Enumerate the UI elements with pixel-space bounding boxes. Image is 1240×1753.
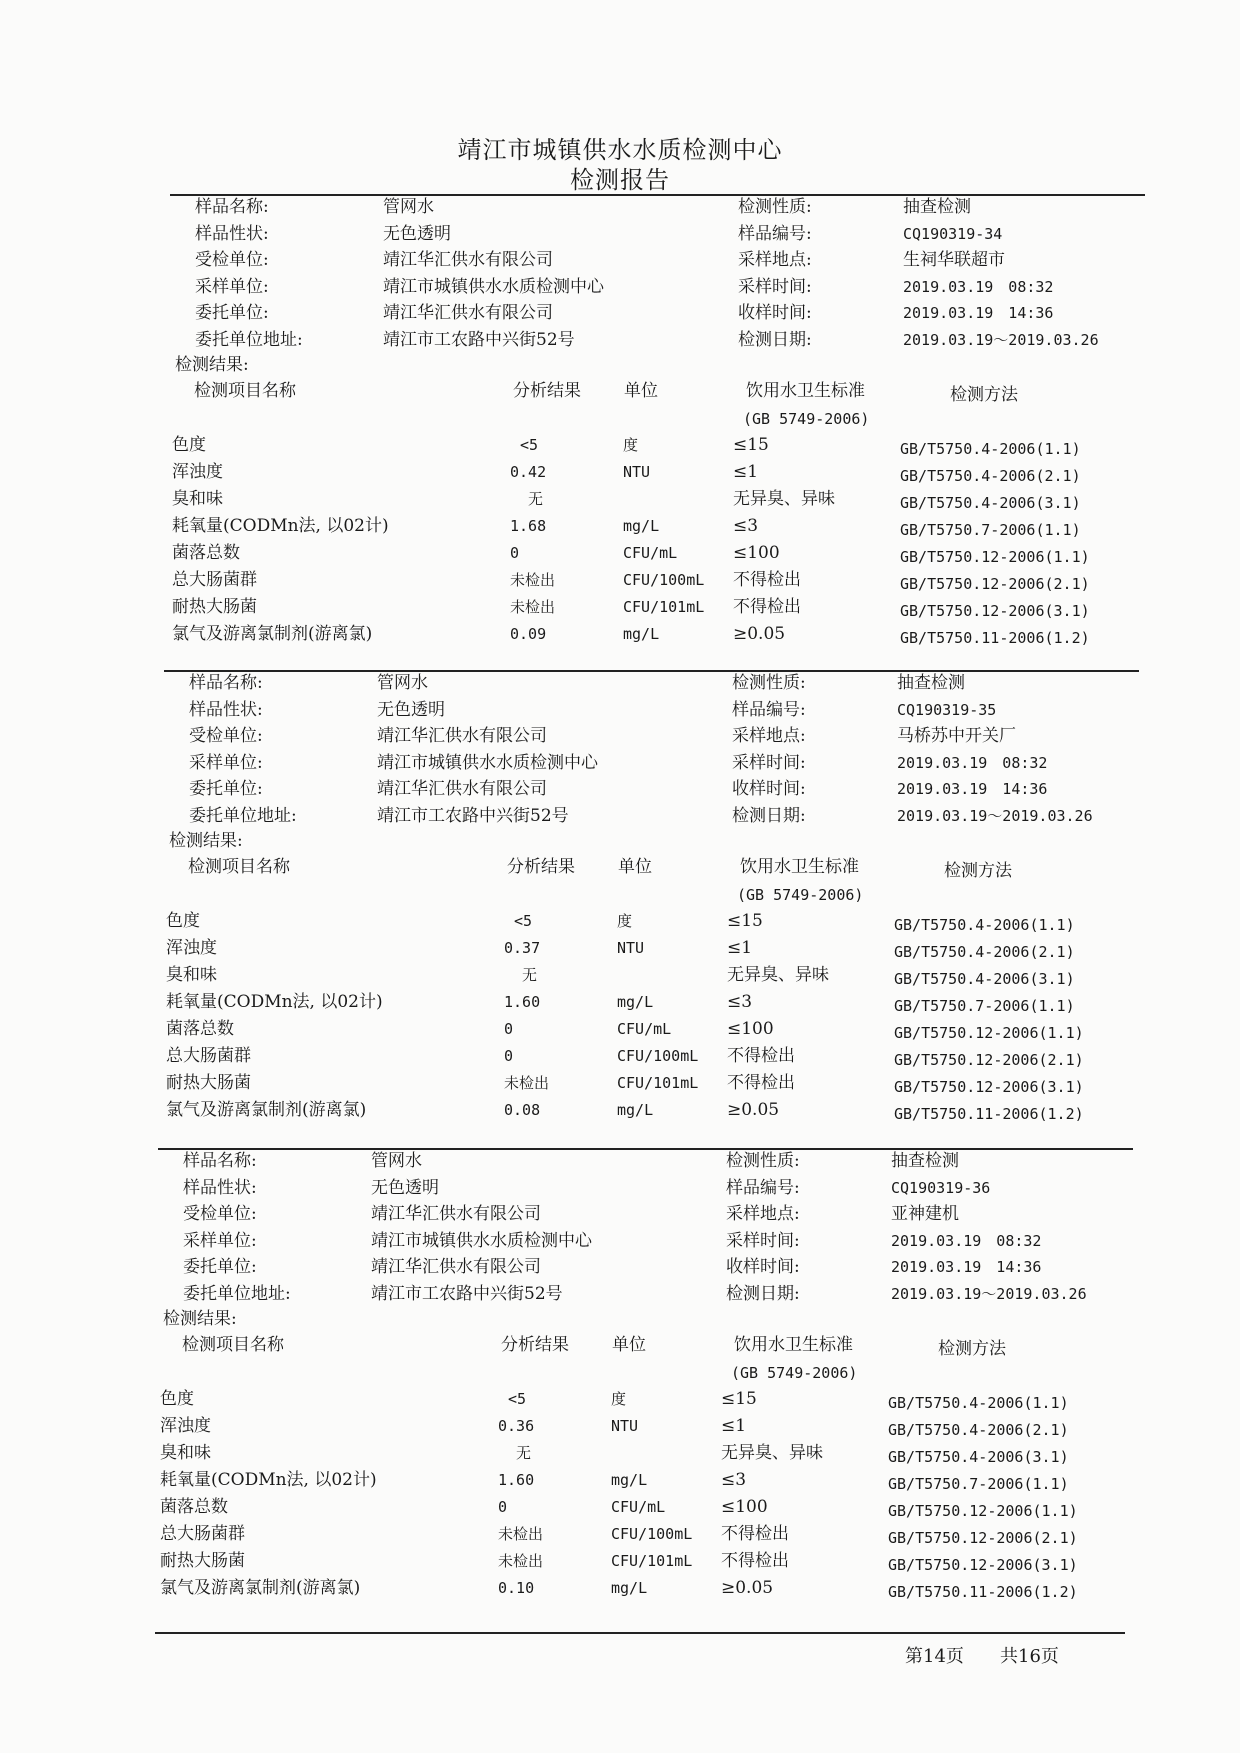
row-unit: CFU/100mL [611,1525,693,1543]
info-value-receiving_time: 2019.03.19 14:36 [891,1258,1042,1276]
row-standard: ≤3 [727,992,753,1012]
info-label-receiving_time: 收样时间: [732,779,806,799]
row-item: 浑浊度 [166,938,217,958]
info-label-sampling_site: 采样地点: [732,726,806,746]
row-unit: 度 [617,912,633,930]
col-header-result: 分析结果 [501,1335,569,1355]
row-method: GB/T5750.4-2006(3.1) [900,494,1081,512]
info-value-sampling_site: 生祠华联超市 [903,250,1005,270]
section-top-rule [164,670,1139,672]
row-result: <5 [508,1390,527,1408]
info-label-test_nature: 检测性质: [738,197,812,217]
row-standard: ≤1 [727,938,753,958]
row-standard: ≤100 [721,1497,768,1517]
row-standard: ≤100 [733,543,780,563]
bottom-rule [155,1632,1125,1634]
row-result: 未检出 [510,598,556,616]
info-value-sampling_unit: 靖江市城镇供水水质检测中心 [377,752,598,773]
info-value-sampling_unit: 靖江市城镇供水水质检测中心 [383,276,604,297]
row-method: GB/T5750.11-2006(1.2) [888,1583,1078,1601]
row-unit: CFU/mL [617,1020,672,1038]
report-subtitle: 检测报告 [570,166,670,194]
row-unit: CFU/100mL [623,571,705,589]
row-result: 0 [498,1498,508,1516]
row-method: GB/T5750.12-2006(2.1) [900,575,1090,593]
info-value-test_nature: 抽查检测 [903,197,971,217]
info-label-sampling_time: 采样时间: [738,276,812,297]
info-value-inspected_unit: 靖江华汇供水有限公司 [377,726,547,746]
row-unit: CFU/101mL [617,1074,699,1092]
info-label-sample_no: 样品编号: [726,1177,800,1198]
row-standard: ≥0.05 [733,624,786,644]
info-value-client_unit: 靖江华汇供水有限公司 [371,1257,541,1277]
info-label-sampling_unit: 采样单位: [195,276,269,297]
col-header-result: 分析结果 [507,857,575,877]
info-value-sample_appearance: 无色透明 [377,699,445,720]
info-label-client_unit: 委托单位: [195,303,269,323]
col-header-unit: 单位 [618,857,652,877]
page-total: 共16页 [1000,1646,1059,1667]
row-method: GB/T5750.12-2006(3.1) [888,1556,1078,1574]
info-label-sample_appearance: 样品性状: [195,223,269,244]
row-method: GB/T5750.12-2006(3.1) [894,1078,1084,1096]
info-label-sampling_site: 采样地点: [726,1204,800,1224]
info-value-sample_no: CQ190319-34 [903,224,1003,243]
row-standard: ≤3 [721,1470,747,1490]
row-unit: mg/L [623,517,660,535]
info-label-client_address: 委托单位地址: [189,805,297,826]
row-item: 浑浊度 [172,462,223,482]
row-standard: ≤1 [733,462,759,482]
info-label-test_date: 检测日期: [726,1283,800,1304]
info-value-test_date: 2019.03.19～2019.03.26 [903,330,1099,349]
info-value-client_address: 靖江市工农路中兴街52号 [377,805,569,826]
row-standard: ≤15 [733,435,769,455]
row-item: 耐热大肠菌 [172,597,257,617]
row-item: 耐热大肠菌 [166,1073,251,1093]
info-value-sample_appearance: 无色透明 [383,223,451,244]
info-value-receiving_time: 2019.03.19 14:36 [897,780,1048,798]
row-result: 0.09 [510,625,547,643]
row-result: 1.68 [510,517,547,535]
row-unit: mg/L [617,993,654,1011]
row-result: 无 [528,490,544,508]
row-item: 菌落总数 [166,1019,234,1039]
row-standard: 不得检出 [733,597,801,617]
row-result: 1.60 [504,993,541,1011]
info-value-sampling_time: 2019.03.19 08:32 [891,1231,1042,1250]
col-header-standard: 饮用水卫生标准 [746,381,865,401]
info-label-inspected_unit: 受检单位: [189,726,263,746]
info-label-sample_name: 样品名称: [195,197,269,217]
row-result: 无 [516,1444,532,1462]
row-result: 0 [504,1020,514,1038]
row-item: 菌落总数 [160,1497,228,1517]
row-item: 臭和味 [166,965,217,985]
row-unit: CFU/101mL [611,1552,693,1570]
row-method: GB/T5750.12-2006(2.1) [888,1529,1078,1547]
row-unit: CFU/mL [623,544,678,562]
row-method: GB/T5750.4-2006(1.1) [900,440,1081,458]
col-header-standard-ref: (GB 5749-2006) [731,1364,858,1382]
report-title: 靖江市城镇供水水质检测中心 [457,136,783,164]
info-label-receiving_time: 收样时间: [738,303,812,323]
info-label-sampling_time: 采样时间: [726,1230,800,1251]
row-item: 耗氧量(CODMn法, 以02计) [160,1470,377,1490]
row-standard: 无异臭、异味 [721,1443,823,1463]
row-result: 0 [504,1047,514,1065]
info-label-client_unit: 委托单位: [183,1257,257,1277]
row-item: 浑浊度 [160,1416,211,1436]
row-item: 总大肠菌群 [172,570,257,590]
row-unit: mg/L [623,625,660,643]
results-heading: 检测结果: [163,1309,237,1329]
info-value-test_nature: 抽查检测 [897,673,965,693]
row-result: 未检出 [498,1525,544,1543]
info-value-sample_name: 管网水 [377,673,428,693]
row-result: 0.08 [504,1101,541,1119]
section-top-rule [158,1148,1133,1150]
info-value-sample_name: 管网水 [371,1151,422,1171]
row-unit: CFU/100mL [617,1047,699,1065]
row-item: 耗氧量(CODMn法, 以02计) [172,516,389,536]
info-value-sample_name: 管网水 [383,197,434,217]
row-standard: 不得检出 [727,1046,795,1066]
row-standard: 无异臭、异味 [733,489,835,509]
info-value-sampling_unit: 靖江市城镇供水水质检测中心 [371,1230,592,1251]
col-header-unit: 单位 [624,381,658,401]
info-label-client_unit: 委托单位: [189,779,263,799]
info-label-sampling_unit: 采样单位: [183,1230,257,1251]
row-result: 0.42 [510,463,547,481]
row-unit: NTU [623,463,651,481]
info-label-inspected_unit: 受检单位: [183,1204,257,1224]
info-label-receiving_time: 收样时间: [726,1257,800,1277]
row-method: GB/T5750.4-2006(1.1) [888,1394,1069,1412]
info-label-inspected_unit: 受检单位: [195,250,269,270]
info-value-client_address: 靖江市工农路中兴街52号 [371,1283,563,1304]
info-value-sample_no: CQ190319-35 [897,700,997,719]
info-label-sample_no: 样品编号: [732,699,806,720]
col-header-item: 检测项目名称 [182,1335,284,1355]
info-value-sampling_site: 亚神建机 [891,1204,959,1224]
col-header-item: 检测项目名称 [188,857,290,877]
row-standard: 不得检出 [733,570,801,590]
row-method: GB/T5750.4-2006(3.1) [888,1448,1069,1466]
info-value-receiving_time: 2019.03.19 14:36 [903,304,1054,322]
row-item: 耗氧量(CODMn法, 以02计) [166,992,383,1012]
row-standard: 不得检出 [721,1524,789,1544]
row-result: <5 [514,912,533,930]
info-label-test_nature: 检测性质: [732,673,806,693]
row-method: GB/T5750.7-2006(1.1) [894,997,1075,1015]
row-result: 0.10 [498,1579,535,1597]
row-method: GB/T5750.4-2006(2.1) [888,1421,1069,1439]
row-method: GB/T5750.4-2006(3.1) [894,970,1075,988]
row-method: GB/T5750.11-2006(1.2) [894,1105,1084,1123]
row-result: 0.36 [498,1417,535,1435]
row-item: 色度 [166,911,200,931]
row-result: 0.37 [504,939,541,957]
row-result: <5 [520,436,539,454]
col-header-item: 检测项目名称 [194,381,296,401]
row-item: 耐热大肠菌 [160,1551,245,1571]
info-value-sampling_time: 2019.03.19 08:32 [903,277,1054,296]
info-value-sampling_time: 2019.03.19 08:32 [897,753,1048,772]
row-method: GB/T5750.12-2006(1.1) [894,1024,1084,1042]
page-number: 第14页 [905,1646,964,1667]
row-item: 臭和味 [172,489,223,509]
col-header-standard: 饮用水卫生标准 [740,857,859,877]
row-unit: NTU [611,1417,639,1435]
row-unit: CFU/mL [611,1498,666,1516]
info-value-client_unit: 靖江华汇供水有限公司 [383,303,553,323]
row-method: GB/T5750.7-2006(1.1) [888,1475,1069,1493]
info-label-sample_name: 样品名称: [183,1151,257,1171]
row-standard: ≤15 [727,911,763,931]
row-unit: mg/L [617,1101,654,1119]
row-result: 未检出 [498,1552,544,1570]
row-unit: mg/L [611,1471,648,1489]
info-label-client_address: 委托单位地址: [195,329,303,350]
col-header-method: 检测方法 [944,861,1012,881]
row-item: 色度 [160,1389,194,1409]
row-standard: 不得检出 [721,1551,789,1571]
info-label-sampling_unit: 采样单位: [189,752,263,773]
row-result: 未检出 [510,571,556,589]
row-item: 菌落总数 [172,543,240,563]
section-top-rule [170,194,1145,196]
row-result: 1.60 [498,1471,535,1489]
info-value-sample_no: CQ190319-36 [891,1178,991,1197]
info-value-inspected_unit: 靖江华汇供水有限公司 [371,1204,541,1224]
row-standard: 无异臭、异味 [727,965,829,985]
row-standard: ≤1 [721,1416,747,1436]
row-method: GB/T5750.4-2006(2.1) [900,467,1081,485]
col-header-unit: 单位 [612,1335,646,1355]
row-item: 氯气及游离氯制剂(游离氯) [166,1100,367,1120]
info-label-test_nature: 检测性质: [726,1151,800,1171]
row-item: 氯气及游离氯制剂(游离氯) [160,1578,361,1598]
col-header-standard-ref: (GB 5749-2006) [743,410,870,428]
row-item: 臭和味 [160,1443,211,1463]
row-standard: 不得检出 [727,1073,795,1093]
row-method: GB/T5750.4-2006(2.1) [894,943,1075,961]
row-unit: NTU [617,939,645,957]
info-value-sampling_site: 马桥苏中开关厂 [897,726,1016,746]
info-value-client_unit: 靖江华汇供水有限公司 [377,779,547,799]
info-label-sample_name: 样品名称: [189,673,263,693]
row-unit: mg/L [611,1579,648,1597]
info-label-sample_appearance: 样品性状: [183,1177,257,1198]
info-label-sampling_site: 采样地点: [738,250,812,270]
row-standard: ≥0.05 [721,1578,774,1598]
results-heading: 检测结果: [175,355,249,375]
col-header-result: 分析结果 [513,381,581,401]
row-standard: ≤3 [733,516,759,536]
row-unit: 度 [623,436,639,454]
row-result: 未检出 [504,1074,550,1092]
info-value-test_date: 2019.03.19～2019.03.26 [891,1284,1087,1303]
info-value-client_address: 靖江市工农路中兴街52号 [383,329,575,350]
row-standard: ≤15 [721,1389,757,1409]
col-header-standard: 饮用水卫生标准 [734,1335,853,1355]
row-unit: CFU/101mL [623,598,705,616]
row-item: 氯气及游离氯制剂(游离氯) [172,624,373,644]
col-header-method: 检测方法 [950,385,1018,405]
row-item: 总大肠菌群 [160,1524,245,1544]
row-result: 0 [510,544,520,562]
row-standard: ≤100 [727,1019,774,1039]
info-value-test_date: 2019.03.19～2019.03.26 [897,806,1093,825]
row-result: 无 [522,966,538,984]
row-method: GB/T5750.7-2006(1.1) [900,521,1081,539]
info-label-sampling_time: 采样时间: [732,752,806,773]
row-method: GB/T5750.11-2006(1.2) [900,629,1090,647]
info-label-test_date: 检测日期: [738,329,812,350]
results-heading: 检测结果: [169,831,243,851]
info-label-test_date: 检测日期: [732,805,806,826]
row-item: 总大肠菌群 [166,1046,251,1066]
info-label-sample_no: 样品编号: [738,223,812,244]
info-value-test_nature: 抽查检测 [891,1151,959,1171]
info-value-inspected_unit: 靖江华汇供水有限公司 [383,250,553,270]
row-unit: 度 [611,1390,627,1408]
row-method: GB/T5750.12-2006(3.1) [900,602,1090,620]
row-method: GB/T5750.12-2006(1.1) [888,1502,1078,1520]
info-label-client_address: 委托单位地址: [183,1283,291,1304]
row-method: GB/T5750.4-2006(1.1) [894,916,1075,934]
info-value-sample_appearance: 无色透明 [371,1177,439,1198]
row-method: GB/T5750.12-2006(2.1) [894,1051,1084,1069]
row-standard: ≥0.05 [727,1100,780,1120]
row-item: 色度 [172,435,206,455]
col-header-standard-ref: (GB 5749-2006) [737,886,864,904]
col-header-method: 检测方法 [938,1339,1006,1359]
row-method: GB/T5750.12-2006(1.1) [900,548,1090,566]
info-label-sample_appearance: 样品性状: [189,699,263,720]
